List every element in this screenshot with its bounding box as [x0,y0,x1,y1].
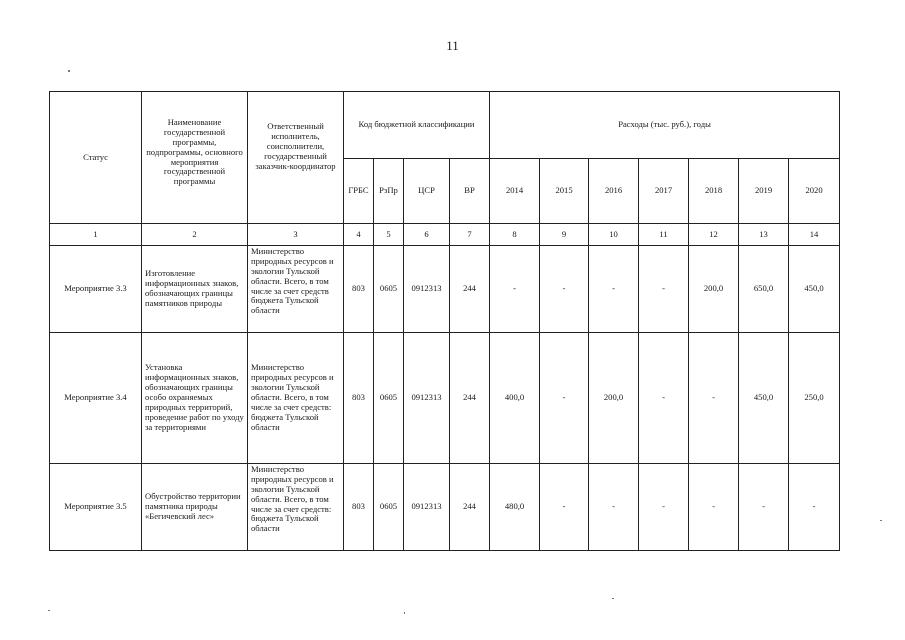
row-value-2015: - [540,246,589,333]
row-value-2018: 200,0 [689,246,739,333]
header-responsible-label: Ответственный исполнитель, соисполнители, государственный заказчик-координатор [255,121,336,171]
column-number: 3 [248,224,344,246]
row-value-2017: - [639,464,689,551]
row-value-2017: - [639,333,689,464]
header-year-2019: 2019 [739,159,789,224]
header-grbs: ГРБС [344,159,374,224]
row-csr: 0912313 [404,464,450,551]
row-value-2016: - [589,246,639,333]
column-number: 5 [374,224,404,246]
header-year-2015: 2015 [540,159,589,224]
row-csr: 0912313 [404,246,450,333]
row-vr: 244 [450,246,490,333]
scan-speck [404,612,405,614]
row-rzpr: 0605 [374,333,404,464]
row-value-2016: 200,0 [589,333,639,464]
header-expenses-label: Расходы (тыс. руб.), годы [618,119,711,130]
row-value-2014: 480,0 [490,464,540,551]
row-grbs: 803 [344,333,374,464]
column-number: 7 [450,224,490,246]
row-value-2018: - [689,464,739,551]
row-vr: 244 [450,333,490,464]
row-value-2019: 650,0 [739,246,789,333]
column-number: 11 [639,224,689,246]
header-year-2014: 2014 [490,159,540,224]
row-responsible: Министерство природных ресурсов и экологии Тульской области. Всего, в том числе за счет средств: бюджета Тульской области [248,333,344,464]
table-row [50,464,840,551]
header-year-2016: 2016 [589,159,639,224]
header-program-name-label: Наименование государственной программы, подпрограммы, основного мероприятия государственной программы [146,117,243,187]
row-name: Обустройство территории памятника природы «Бегичевский лес» [142,464,248,551]
row-name: Установка информационных знаков, обозначающих границы особо охраняемых природных территорий, проведение работ по уходу за территориями [142,333,248,464]
column-number: 2 [142,224,248,246]
column-number: 12 [689,224,739,246]
column-number: 8 [490,224,540,246]
header-status-label: Статус [83,151,108,162]
header-row-top [50,92,840,159]
row-responsible: Министерство природных ресурсов и экологии Тульской области. Всего, в том числе за счет средств бюджета Тульской области [248,246,344,333]
header-status [50,92,142,224]
header-program-name [142,92,248,224]
column-number: 4 [344,224,374,246]
table-row [50,333,840,464]
header-year-2017: 2017 [639,159,689,224]
row-value-2015: - [540,464,589,551]
row-value-2019: 450,0 [739,333,789,464]
row-rzpr: 0605 [374,464,404,551]
row-value-2015: - [540,333,589,464]
budget-table [49,91,840,551]
column-number: 6 [404,224,450,246]
header-rzpr: РзПр [374,159,404,224]
row-value-2018: - [689,333,739,464]
row-grbs: 803 [344,246,374,333]
header-expenses [490,92,840,159]
row-name: Изготовление информационных знаков, обозначающих границы памятников природы [142,246,248,333]
row-value-2014: - [490,246,540,333]
row-responsible: Министерство природных ресурсов и экологии Тульской области. Всего, в том числе за счет средств: бюджета Тульской области [248,464,344,551]
header-budget-code-label: Код бюджетной классификации [358,119,475,130]
row-value-2020: 250,0 [789,333,840,464]
scan-speck [612,598,614,599]
row-rzpr: 0605 [374,246,404,333]
header-year-2020: 2020 [789,159,840,224]
row-value-2020: 450,0 [789,246,840,333]
scan-speck [68,70,70,72]
row-status: Мероприятие 3.4 [50,333,142,464]
column-number-row [50,224,840,246]
row-status: Мероприятие 3.3 [50,246,142,333]
row-value-2020: - [789,464,840,551]
column-number: 10 [589,224,639,246]
column-number: 13 [739,224,789,246]
row-vr: 244 [450,464,490,551]
row-value-2016: - [589,464,639,551]
header-csr: ЦСР [404,159,450,224]
header-responsible [248,92,344,224]
table-row [50,246,840,333]
header-vr: ВР [450,159,490,224]
header-year-2018: 2018 [689,159,739,224]
row-status: Мероприятие 3.5 [50,464,142,551]
column-number: 1 [50,224,142,246]
column-number: 14 [789,224,840,246]
header-budget-code [344,92,490,159]
row-csr: 0912313 [404,333,450,464]
row-value-2019: - [739,464,789,551]
column-number: 9 [540,224,589,246]
row-grbs: 803 [344,464,374,551]
scan-speck [880,520,882,521]
scan-speck [48,610,50,611]
page-number: 11 [446,38,459,53]
row-value-2017: - [639,246,689,333]
row-value-2014: 400,0 [490,333,540,464]
